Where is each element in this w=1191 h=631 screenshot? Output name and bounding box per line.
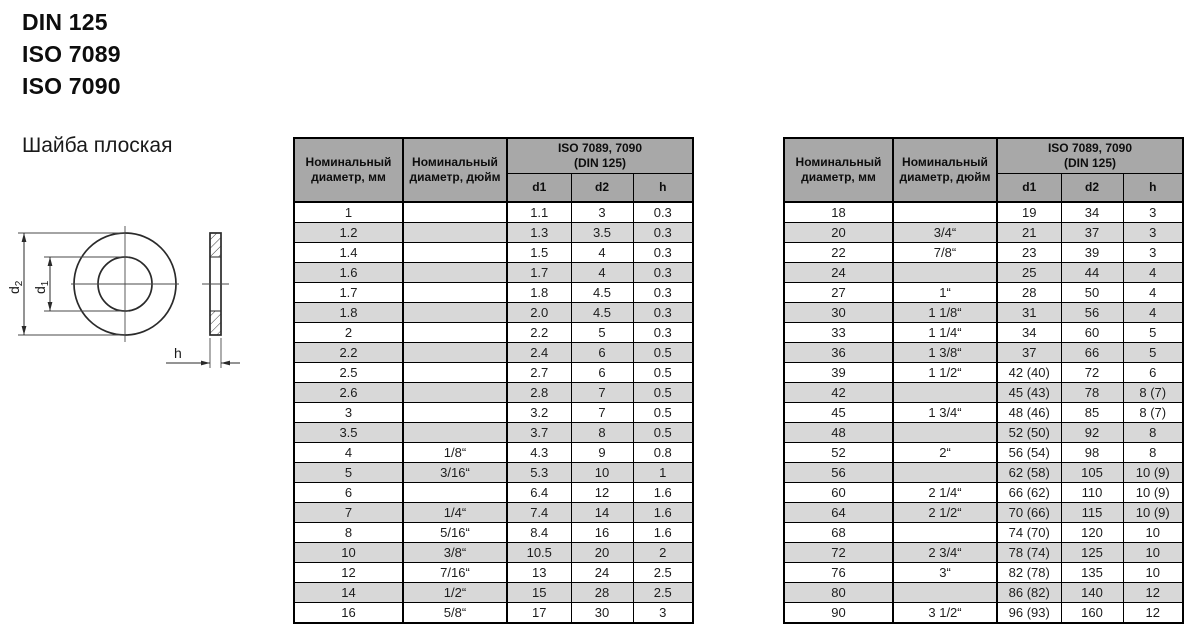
cell-inch: [403, 383, 507, 403]
table-row: [784, 223, 1183, 243]
header-d1: d1: [507, 174, 571, 203]
cell-inch: [893, 583, 997, 603]
cell-d2: 16: [571, 523, 633, 543]
cell-mm: 3.5: [294, 423, 403, 443]
cell-d1: 52 (50): [997, 423, 1061, 443]
cell-h: 0.8: [633, 443, 693, 463]
cell-inch: 3“: [893, 563, 997, 583]
cell-d1: 34: [997, 323, 1061, 343]
cell-h: 10 (9): [1123, 503, 1183, 523]
cell-h: 0.3: [633, 223, 693, 243]
header-d1: d1: [997, 174, 1061, 203]
cell-d2: 6: [571, 343, 633, 363]
header-h: h: [1123, 174, 1183, 203]
cell-d2: 78: [1061, 383, 1123, 403]
cell-inch: [403, 303, 507, 323]
cell-d2: 12: [571, 483, 633, 503]
cell-d2: 4: [571, 263, 633, 283]
label-d2: $d_2$: [6, 280, 25, 294]
cell-h: 4: [1123, 263, 1183, 283]
cell-h: 0.5: [633, 403, 693, 423]
cell-inch: [893, 463, 997, 483]
table-row: [784, 443, 1183, 463]
table-row: [784, 403, 1183, 423]
table-row: [784, 243, 1183, 263]
cell-d1: 1.8: [507, 283, 571, 303]
cell-mm: 10: [294, 543, 403, 563]
cell-d2: 7: [571, 383, 633, 403]
cell-mm: 42: [784, 383, 893, 403]
cell-inch: [893, 523, 997, 543]
table-row: [784, 463, 1183, 483]
cell-mm: 2.2: [294, 343, 403, 363]
cell-d2: 60: [1061, 323, 1123, 343]
washer-section-view: [202, 233, 229, 335]
cell-mm: 1.6: [294, 263, 403, 283]
cell-d2: 3.5: [571, 223, 633, 243]
cell-h: 8: [1123, 443, 1183, 463]
cell-h: 4: [1123, 283, 1183, 303]
cell-d2: 4.5: [571, 283, 633, 303]
cell-d1: 1.5: [507, 243, 571, 263]
header-d2: d2: [571, 174, 633, 203]
cell-h: 10 (9): [1123, 483, 1183, 503]
cell-d2: 37: [1061, 223, 1123, 243]
cell-d2: 66: [1061, 343, 1123, 363]
cell-h: 12: [1123, 603, 1183, 624]
cell-h: 0.3: [633, 263, 693, 283]
cell-d1: 6.4: [507, 483, 571, 503]
table-row: [294, 202, 693, 223]
cell-mm: 14: [294, 583, 403, 603]
cell-d2: 56: [1061, 303, 1123, 323]
cell-h: 1.6: [633, 523, 693, 543]
cell-d1: 86 (82): [997, 583, 1061, 603]
header-d2: d2: [1061, 174, 1123, 203]
cell-d1: 4.3: [507, 443, 571, 463]
cell-mm: 20: [784, 223, 893, 243]
cell-mm: 33: [784, 323, 893, 343]
cell-mm: 30: [784, 303, 893, 323]
table-row: [294, 523, 693, 543]
table-row: [784, 603, 1183, 624]
cell-mm: 2.5: [294, 363, 403, 383]
cell-mm: 16: [294, 603, 403, 624]
table-row: [784, 363, 1183, 383]
cell-d1: 10.5: [507, 543, 571, 563]
cell-d1: 31: [997, 303, 1061, 323]
cell-inch: [893, 202, 997, 223]
cell-inch: 2 1/4“: [893, 483, 997, 503]
cell-d1: 78 (74): [997, 543, 1061, 563]
header-h: h: [633, 174, 693, 203]
cell-d2: 120: [1061, 523, 1123, 543]
cell-d1: 15: [507, 583, 571, 603]
cell-mm: 7: [294, 503, 403, 523]
cell-inch: [893, 383, 997, 403]
cell-d2: 105: [1061, 463, 1123, 483]
cell-inch: 3/16“: [403, 463, 507, 483]
cell-mm: 5: [294, 463, 403, 483]
cell-d1: 25: [997, 263, 1061, 283]
dimension-h: [166, 338, 240, 368]
standard-din: DIN 125: [22, 9, 108, 35]
table-row: [294, 583, 693, 603]
cell-inch: 5/16“: [403, 523, 507, 543]
table-row: [294, 443, 693, 463]
cell-h: 8: [1123, 423, 1183, 443]
cell-mm: 1.2: [294, 223, 403, 243]
cell-h: 10: [1123, 543, 1183, 563]
cell-d2: 135: [1061, 563, 1123, 583]
standards-title-block: [22, 6, 121, 102]
cell-d1: 8.4: [507, 523, 571, 543]
cell-d1: 66 (62): [997, 483, 1061, 503]
cell-inch: [403, 323, 507, 343]
cell-inch: 2 1/2“: [893, 503, 997, 523]
cell-inch: 1 3/8“: [893, 343, 997, 363]
cell-d1: 42 (40): [997, 363, 1061, 383]
cell-inch: 1“: [893, 283, 997, 303]
cell-h: 4: [1123, 303, 1183, 323]
cell-mm: 12: [294, 563, 403, 583]
cell-h: 10: [1123, 523, 1183, 543]
cell-d1: 3.7: [507, 423, 571, 443]
table-row: [294, 283, 693, 303]
table-row: [784, 303, 1183, 323]
table-row: [294, 323, 693, 343]
cell-mm: 1.8: [294, 303, 403, 323]
cell-d2: 20: [571, 543, 633, 563]
cell-d2: 10: [571, 463, 633, 483]
standard-iso-7089: ISO 7089: [22, 41, 121, 67]
cell-inch: [403, 343, 507, 363]
cell-inch: [403, 202, 507, 223]
label-h: h: [174, 345, 182, 361]
cell-h: 1.6: [633, 483, 693, 503]
cell-mm: 80: [784, 583, 893, 603]
cell-mm: 76: [784, 563, 893, 583]
cell-h: 3: [633, 603, 693, 624]
table-row: [784, 423, 1183, 443]
table-row: [294, 243, 693, 263]
cell-inch: 7/8“: [893, 243, 997, 263]
cell-d2: 4: [571, 243, 633, 263]
cell-inch: [403, 283, 507, 303]
cell-d2: 9: [571, 443, 633, 463]
cell-d2: 85: [1061, 403, 1123, 423]
cell-d2: 115: [1061, 503, 1123, 523]
washer-technical-drawing: [0, 195, 290, 405]
table-row: [294, 503, 693, 523]
cell-mm: 3: [294, 403, 403, 423]
cell-mm: 68: [784, 523, 893, 543]
cell-h: 8 (7): [1123, 403, 1183, 423]
cell-inch: [403, 423, 507, 443]
cell-inch: 1 3/4“: [893, 403, 997, 423]
cell-mm: 2: [294, 323, 403, 343]
cell-d2: 14: [571, 503, 633, 523]
cell-inch: [893, 263, 997, 283]
cell-h: 10 (9): [1123, 463, 1183, 483]
cell-mm: 56: [784, 463, 893, 483]
cell-h: 0.5: [633, 383, 693, 403]
cell-d2: 8: [571, 423, 633, 443]
table-row: [784, 523, 1183, 543]
cell-d2: 4.5: [571, 303, 633, 323]
cell-d1: 2.7: [507, 363, 571, 383]
cell-inch: 1/4“: [403, 503, 507, 523]
table-row: [294, 303, 693, 323]
cell-inch: 1 1/4“: [893, 323, 997, 343]
cell-mm: 1.7: [294, 283, 403, 303]
cell-mm: 72: [784, 543, 893, 563]
cell-d2: 98: [1061, 443, 1123, 463]
cell-inch: [403, 263, 507, 283]
cell-d2: 125: [1061, 543, 1123, 563]
table-row: [294, 403, 693, 423]
cell-h: 0.5: [633, 423, 693, 443]
cell-mm: 4: [294, 443, 403, 463]
cell-inch: 1 1/8“: [893, 303, 997, 323]
cell-d2: 3: [571, 202, 633, 223]
table-row: [294, 343, 693, 363]
header-nominal-inch: Номинальный диаметр, дюйм: [403, 138, 507, 202]
table-row: [294, 463, 693, 483]
table-row: [784, 343, 1183, 363]
cell-d1: 82 (78): [997, 563, 1061, 583]
cell-mm: 45: [784, 403, 893, 423]
header-iso-group: ISO 7089, 7090 (DIN 125): [507, 138, 693, 174]
cell-mm: 2.6: [294, 383, 403, 403]
cell-d1: 70 (66): [997, 503, 1061, 523]
table-row: [784, 503, 1183, 523]
table-row: [784, 383, 1183, 403]
cell-d1: 2.8: [507, 383, 571, 403]
cell-d2: 28: [571, 583, 633, 603]
cell-h: 0.5: [633, 363, 693, 383]
header-nominal-mm: Номинальный диаметр, мм: [294, 138, 403, 202]
cell-h: 5: [1123, 323, 1183, 343]
cell-d1: 48 (46): [997, 403, 1061, 423]
cell-h: 0.3: [633, 243, 693, 263]
cell-d2: 6: [571, 363, 633, 383]
cell-h: 5: [1123, 343, 1183, 363]
cell-h: 3: [1123, 202, 1183, 223]
table-row: [294, 563, 693, 583]
cell-d1: 37: [997, 343, 1061, 363]
cell-h: 3: [1123, 223, 1183, 243]
cell-inch: [403, 403, 507, 423]
cell-mm: 90: [784, 603, 893, 624]
cell-inch: [403, 483, 507, 503]
cell-h: 1.6: [633, 503, 693, 523]
cell-h: 0.3: [633, 303, 693, 323]
table-row: [294, 383, 693, 403]
washer-dimensions-table-small: [293, 137, 694, 624]
cell-inch: 1/8“: [403, 443, 507, 463]
cell-d2: 92: [1061, 423, 1123, 443]
cell-d1: 7.4: [507, 503, 571, 523]
table-row: [784, 563, 1183, 583]
cell-d1: 1.7: [507, 263, 571, 283]
cell-d2: 30: [571, 603, 633, 624]
cell-inch: 2“: [893, 443, 997, 463]
table-row: [294, 263, 693, 283]
table-row: [784, 483, 1183, 503]
washer-front-view: [71, 226, 179, 342]
cell-h: 2.5: [633, 563, 693, 583]
cell-mm: 1: [294, 202, 403, 223]
cell-inch: 3/8“: [403, 543, 507, 563]
cell-d1: 2.4: [507, 343, 571, 363]
table-row: [294, 483, 693, 503]
cell-d2: 72: [1061, 363, 1123, 383]
cell-d1: 21: [997, 223, 1061, 243]
cell-d2: 160: [1061, 603, 1123, 624]
table-row: [784, 263, 1183, 283]
cell-d1: 62 (58): [997, 463, 1061, 483]
cell-d1: 28: [997, 283, 1061, 303]
cell-h: 0.5: [633, 343, 693, 363]
table-row: [784, 543, 1183, 563]
part-name-label: Шайба плоская: [22, 134, 173, 157]
cell-d1: 74 (70): [997, 523, 1061, 543]
cell-d2: 24: [571, 563, 633, 583]
cell-h: 3: [1123, 243, 1183, 263]
header-iso-group: ISO 7089, 7090 (DIN 125): [997, 138, 1183, 174]
cell-inch: 3 1/2“: [893, 603, 997, 624]
cell-d2: 7: [571, 403, 633, 423]
cell-mm: 64: [784, 503, 893, 523]
cell-h: 8 (7): [1123, 383, 1183, 403]
cell-inch: 2 3/4“: [893, 543, 997, 563]
cell-h: 0.3: [633, 323, 693, 343]
cell-d1: 23: [997, 243, 1061, 263]
cell-h: 2: [633, 543, 693, 563]
cell-d1: 3.2: [507, 403, 571, 423]
table-row: [294, 363, 693, 383]
cell-inch: 3/4“: [893, 223, 997, 243]
table-row: [784, 323, 1183, 343]
cell-d1: 19: [997, 202, 1061, 223]
cell-d1: 1.1: [507, 202, 571, 223]
cell-d1: 5.3: [507, 463, 571, 483]
cell-d1: 13: [507, 563, 571, 583]
cell-mm: 24: [784, 263, 893, 283]
cell-mm: 52: [784, 443, 893, 463]
cell-d1: 45 (43): [997, 383, 1061, 403]
cell-h: 6: [1123, 363, 1183, 383]
cell-d1: 2.0: [507, 303, 571, 323]
cell-d1: 56 (54): [997, 443, 1061, 463]
cell-mm: 36: [784, 343, 893, 363]
table-row: [294, 223, 693, 243]
cell-d2: 44: [1061, 263, 1123, 283]
cell-inch: 5/8“: [403, 603, 507, 624]
cell-d1: 2.2: [507, 323, 571, 343]
cell-d2: 39: [1061, 243, 1123, 263]
cell-d1: 1.3: [507, 223, 571, 243]
table-row: [294, 543, 693, 563]
cell-h: 12: [1123, 583, 1183, 603]
cell-inch: [893, 423, 997, 443]
cell-mm: 18: [784, 202, 893, 223]
cell-mm: 39: [784, 363, 893, 383]
cell-mm: 48: [784, 423, 893, 443]
cell-inch: [403, 363, 507, 383]
cell-inch: 1/2“: [403, 583, 507, 603]
cell-d1: 96 (93): [997, 603, 1061, 624]
cell-h: 2.5: [633, 583, 693, 603]
cell-mm: 8: [294, 523, 403, 543]
cell-h: 0.3: [633, 202, 693, 223]
cell-d2: 140: [1061, 583, 1123, 603]
cell-h: 1: [633, 463, 693, 483]
cell-inch: 1 1/2“: [893, 363, 997, 383]
cell-d1: 17: [507, 603, 571, 624]
cell-mm: 6: [294, 483, 403, 503]
cell-d2: 110: [1061, 483, 1123, 503]
header-nominal-mm: Номинальный диаметр, мм: [784, 138, 893, 202]
cell-inch: [403, 223, 507, 243]
cell-h: 0.3: [633, 283, 693, 303]
header-nominal-inch: Номинальный диаметр, дюйм: [893, 138, 997, 202]
cell-h: 10: [1123, 563, 1183, 583]
cell-mm: 27: [784, 283, 893, 303]
standard-iso-7090: ISO 7090: [22, 73, 121, 99]
cell-inch: [403, 243, 507, 263]
cell-mm: 60: [784, 483, 893, 503]
table-row: [784, 202, 1183, 223]
label-d1: $d_1$: [32, 280, 51, 294]
table-row: [784, 583, 1183, 603]
washer-dimensions-table-large: [783, 137, 1184, 624]
cell-inch: 7/16“: [403, 563, 507, 583]
cell-d2: 50: [1061, 283, 1123, 303]
table-row: [784, 283, 1183, 303]
cell-mm: 1.4: [294, 243, 403, 263]
cell-d2: 5: [571, 323, 633, 343]
cell-mm: 22: [784, 243, 893, 263]
cell-d2: 34: [1061, 202, 1123, 223]
table-row: [294, 603, 693, 624]
table-row: [294, 423, 693, 443]
